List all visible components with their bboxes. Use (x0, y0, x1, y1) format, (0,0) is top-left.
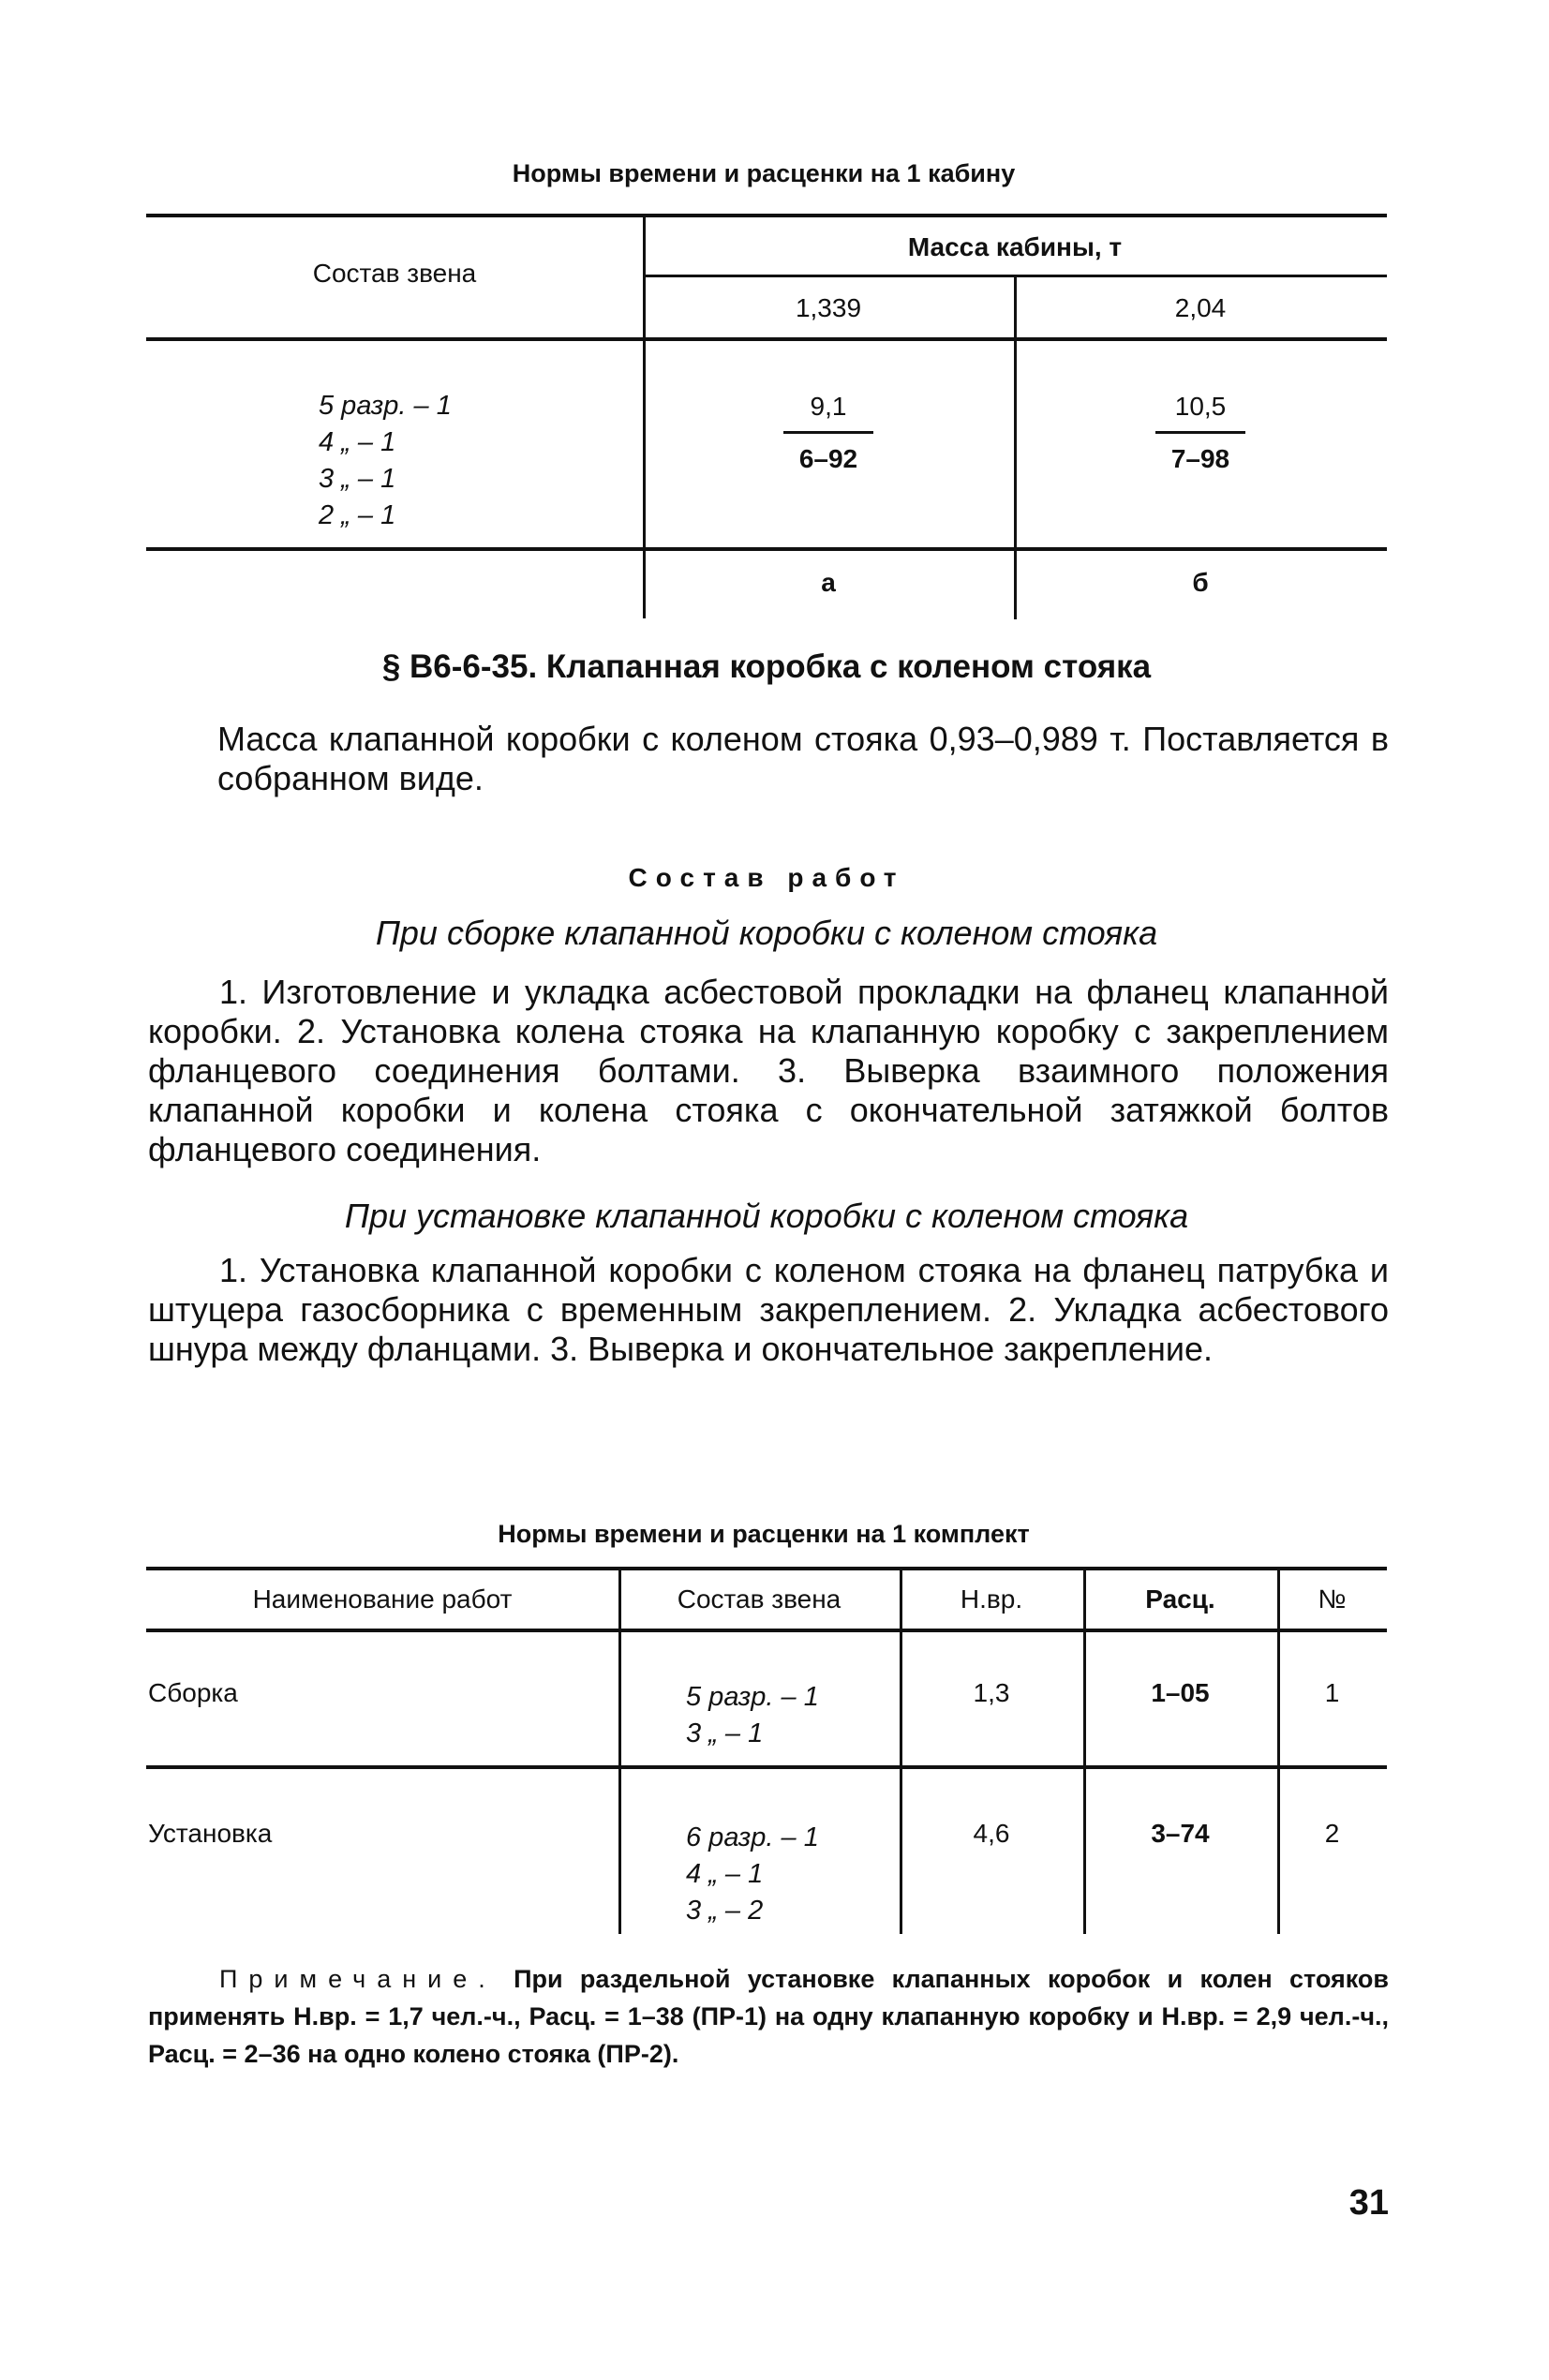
table-row-norm: 4,6 (973, 1819, 1010, 1848)
staff-line: 3 „ – 2 (686, 1896, 764, 1926)
staff-line: 4 „ – 1 (319, 427, 396, 457)
table1-bottom-rule (146, 547, 1387, 551)
table1-fraction-b (1155, 431, 1245, 434)
table-row-name: Установка (148, 1819, 273, 1848)
table1-label-b: б (1192, 568, 1209, 597)
staff-line: 5 разр. – 1 (319, 391, 452, 421)
staff-line: 5 разр. – 1 (686, 1682, 819, 1712)
subheading-assembly: При сборке клапанной коробки с коленом стояка (375, 914, 1158, 952)
section-intro: Масса клапанной коробки с коленом стояка 0,93–0,989 т. Поставляется в собранном виде. (217, 720, 1389, 797)
note-label: Примечание. (219, 1965, 497, 1993)
table-row-rate: 1–05 (1151, 1678, 1210, 1707)
table2-header-norm: Н.вр. (960, 1584, 1023, 1614)
table2-header-rate: Расц. (1145, 1584, 1215, 1614)
table1-rate-b: 7–98 (1170, 444, 1230, 473)
table2-row-rule (146, 1765, 1387, 1769)
table1-norm-a: 9,1 (810, 392, 847, 421)
table1-norm-b: 10,5 (1174, 392, 1227, 421)
page-number: 31 (1348, 2183, 1389, 2223)
table2-divider-1 (618, 1567, 621, 1934)
table-row-rate: 3–74 (1151, 1819, 1210, 1848)
table2-top-rule (146, 1567, 1387, 1570)
table1-header-rule (146, 337, 1387, 341)
paragraph-assembly: 1. Изготовление и укладка асбестовой прокладки на фланец клапанной коробки. 2. Установка колена стояка на клапанную коробку с закреплением фланцевого соединения болтами. 3. Выверка взаимного положения клапанной коробки и колена стояка с окончательной затяжкой болтов фланцевого соединения. (148, 973, 1389, 1168)
staff-line: 6 разр. – 1 (686, 1822, 819, 1852)
table1-caption: Нормы времени и расценки на 1 кабину (512, 159, 1016, 187)
subheading-installation: При установке клапанной коробки с коленом стояка (344, 1197, 1189, 1235)
note (148, 1960, 1389, 2073)
table2-divider-2 (900, 1567, 902, 1934)
table-row-staff (686, 1679, 873, 1752)
note-text: При раздельной установке клапанных коробок и колен стояков применять Н.вр. = 1,7 чел.-ч., Расц. = 1–38 (ПР-1) на одну клапанную коробку и Н.вр. = 2,9 чел.-ч., Расц. = 2–36 на одно колено стояка (ПР-2). (148, 1965, 1389, 2068)
table1-mass-b: 2,04 (1174, 293, 1227, 322)
section-heading: § В6-6-35. Клапанная коробка с коленом стояка (381, 648, 1152, 685)
staff-line: 3 „ – 1 (686, 1718, 764, 1748)
table1-rate-a: 6–92 (798, 444, 858, 473)
staff-line: 3 „ – 1 (319, 464, 396, 494)
table-row-name: Сборка (148, 1678, 238, 1707)
table-row-norm: 1,3 (973, 1678, 1010, 1707)
table1-mass-a: 1,339 (795, 293, 862, 322)
table1-top-rule (146, 214, 1387, 217)
table1-fraction-a (783, 431, 873, 434)
table1-header-mass: Масса кабины, т (907, 232, 1123, 261)
table-row-number: 1 (1324, 1678, 1340, 1707)
table2-header-name: Наименование работ (252, 1584, 513, 1614)
table-row-number: 2 (1324, 1819, 1340, 1848)
table1-label-a: а (821, 568, 836, 597)
table2-header-rule (146, 1629, 1387, 1632)
work-composition-title: Состав работ (628, 863, 905, 892)
table2-divider-4 (1277, 1567, 1280, 1934)
table-row-staff (686, 1820, 873, 1929)
staff-line: 4 „ – 1 (686, 1859, 764, 1889)
table2-divider-3 (1083, 1567, 1086, 1934)
table1-header-staff: Состав звена (312, 259, 477, 288)
table2-header-staff: Состав звена (677, 1584, 842, 1614)
staff-line: 2 „ – 1 (319, 500, 396, 530)
paragraph-installation: 1. Установка клапанной коробки с коленом стояка на фланец патрубка и штуцера газосборника с временным закреплением. 2. Укладка асбестового шнура между фланцами. 3. Выверка и окончательное закрепление. (148, 1251, 1389, 1368)
table2-header-number: № (1318, 1584, 1347, 1614)
table2-caption: Нормы времени и расценки на 1 комплект (498, 1520, 1030, 1548)
table1-staff-list (319, 388, 487, 534)
